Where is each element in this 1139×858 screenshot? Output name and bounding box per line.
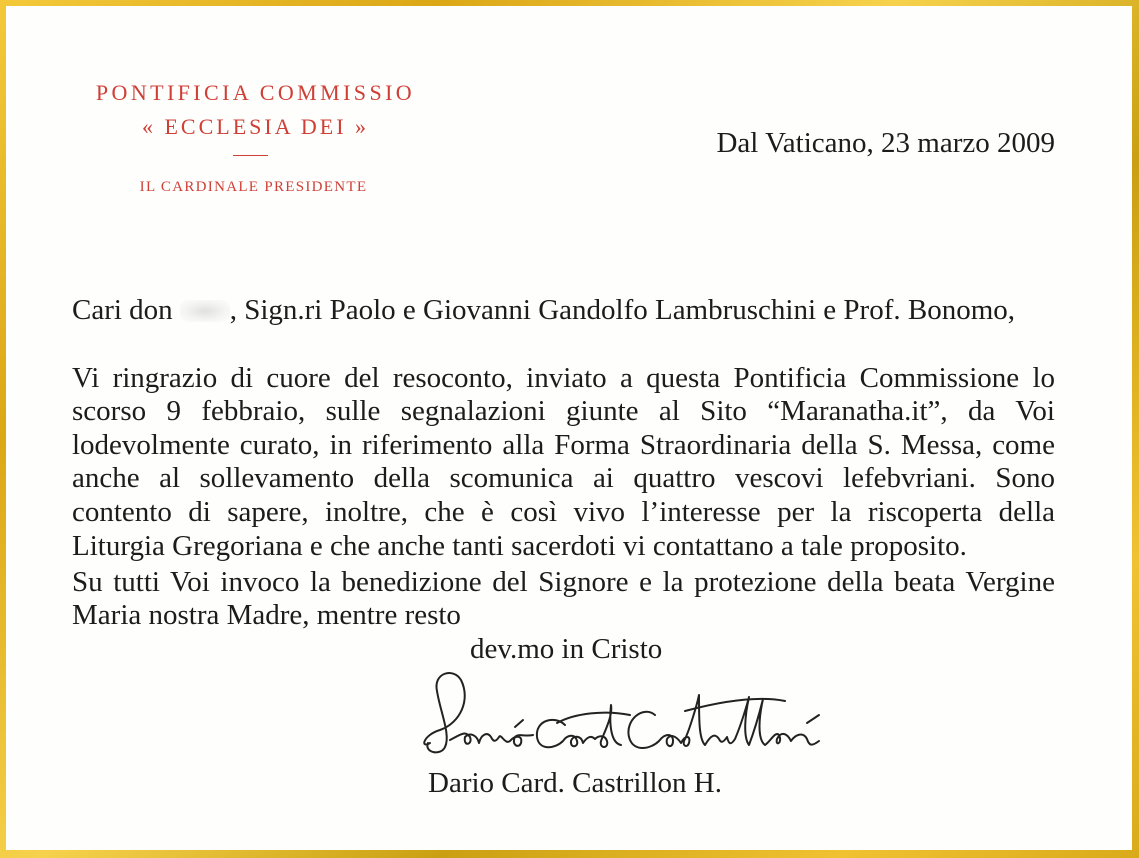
closing-formula: dev.mo in Cristo <box>470 633 663 665</box>
body-line: Maria nostra Madre, mentre resto <box>72 599 461 631</box>
body-line: scorso 9 febbraio, sulle segnalazioni giunte al Sito “Maranatha.it”, da Voi <box>72 395 1055 427</box>
body-line: Liturgia Gregoriana e che anche tanti sacerdoti vi contattano a tale proposito. <box>72 530 967 562</box>
salutation <box>72 293 1015 327</box>
letterhead-role: IL CARDINALE PRESIDENTE <box>139 179 368 195</box>
body-line: lodevolmente curato, in riferimento alla Forma Straordinaria della S. Messa, come <box>72 429 1055 461</box>
handwritten-signature <box>415 665 860 765</box>
date-line: Dal Vaticano, 23 marzo 2009 <box>716 127 1055 159</box>
salutation-rest: , Sign.ri Paolo e Giovanni Gandolfo Lambruschini e Prof. Bonomo, <box>229 294 1016 326</box>
letterhead-title: PONTIFICIA COMMISSIO <box>95 80 416 105</box>
body-line: Su tutti Voi invoco la benedizione del Signore e la protezione della beata Vergine <box>72 566 1055 598</box>
letterhead-divider <box>233 155 268 156</box>
letterhead-subtitle: « ECCLESIA DEI » <box>141 114 370 139</box>
body-line: contento di sapere, inoltre, che è così vivo l’interesse per la riscoperta della <box>72 496 1055 528</box>
redacted-name <box>180 300 230 322</box>
signatory-name: Dario Card. Castrillon H. <box>428 767 722 799</box>
body-line: Vi ringrazio di cuore del resoconto, inviato a questa Pontificia Commissione lo <box>72 362 1055 394</box>
body-line: anche al sollevamento della scomunica ai quattro vescovi lefebvriani. Sono <box>72 462 1055 494</box>
salutation-prefix: Cari don <box>72 294 173 326</box>
